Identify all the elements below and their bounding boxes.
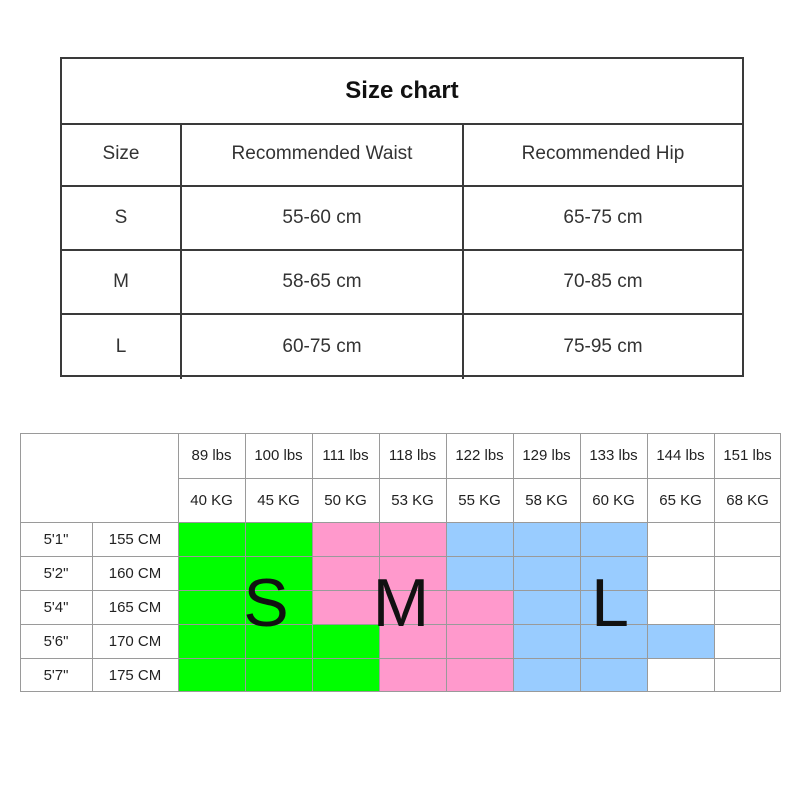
size-fill-cell-l xyxy=(513,522,580,556)
height-weight-size-grid xyxy=(20,433,781,692)
size-fill-cell-l xyxy=(446,522,513,556)
size-row-s xyxy=(62,187,742,251)
height-ft-label: 5'7" xyxy=(43,666,69,684)
height-ft-label: 5'2" xyxy=(43,564,69,582)
waist-cell: 60-75 cm xyxy=(182,315,464,379)
height-cm-label: 155 CM xyxy=(108,530,162,548)
size-fill-cell-m xyxy=(446,590,513,624)
size-fill-cell-s xyxy=(245,522,312,556)
size-row-l xyxy=(62,315,742,379)
size-fill-cell-m xyxy=(379,658,446,692)
weight-kg-label: 53 KG xyxy=(391,491,434,509)
weight-kg-label: 65 KG xyxy=(659,491,702,509)
size-fill-cell-l xyxy=(580,522,647,556)
weight-lbs-label: 100 lbs xyxy=(254,447,303,464)
size-fill-cell-m xyxy=(446,624,513,658)
size-chart-title: Size chart xyxy=(62,59,742,125)
weight-kg-label: 60 KG xyxy=(592,491,635,509)
size-fill-cell-s xyxy=(178,658,245,692)
weight-lbs-label: 133 lbs xyxy=(589,447,638,464)
header-size: Size xyxy=(62,123,182,185)
size-letter-s: S xyxy=(243,565,289,641)
size-fill-cell-l xyxy=(513,658,580,692)
height-cm-label: 170 CM xyxy=(108,632,162,650)
weight-lbs-label: 122 lbs xyxy=(455,447,504,464)
size-fill-cell-m xyxy=(312,522,379,556)
weight-kg-label: 50 KG xyxy=(324,491,367,509)
header-hip: Recommended Hip xyxy=(521,143,685,164)
hip-cell: 75-95 cm xyxy=(563,336,643,357)
hip-cell: 70-85 cm xyxy=(563,271,643,292)
height-cm-label: 160 CM xyxy=(108,564,162,582)
size-fill-cell-l xyxy=(580,658,647,692)
size-fill-cell-s xyxy=(312,658,379,692)
height-cm-label: 175 CM xyxy=(108,666,162,684)
size-fill-cell-s xyxy=(178,522,245,556)
height-ft-label: 5'4" xyxy=(43,598,69,616)
weight-kg-label: 40 KG xyxy=(190,491,233,509)
size-fill-cell-m xyxy=(446,658,513,692)
height-ft-label: 5'1" xyxy=(43,530,69,548)
size-letter-l: L xyxy=(591,565,629,641)
size-cell: S xyxy=(62,187,182,249)
size-cell: L xyxy=(62,315,182,379)
weight-lbs-label: 151 lbs xyxy=(723,447,772,464)
weight-kg-label: 68 KG xyxy=(726,491,769,509)
waist-cell: 58-65 cm xyxy=(182,251,464,313)
weight-lbs-label: 129 lbs xyxy=(522,447,571,464)
size-cell: M xyxy=(62,251,182,313)
height-cm-label: 165 CM xyxy=(108,598,162,616)
size-row-m xyxy=(62,251,742,315)
weight-lbs-label: 89 lbs xyxy=(191,447,232,464)
size-fill-cell-s xyxy=(245,658,312,692)
size-fill-cell-l xyxy=(446,556,513,590)
weight-kg-label: 45 KG xyxy=(257,491,300,509)
size-letter-m: M xyxy=(372,565,430,641)
size-fill-cell-m xyxy=(379,522,446,556)
weight-kg-label: 55 KG xyxy=(458,491,501,509)
weight-kg-label: 58 KG xyxy=(525,491,568,509)
header-waist: Recommended Waist xyxy=(182,123,464,185)
weight-lbs-label: 111 lbs xyxy=(322,447,369,464)
size-chart-table xyxy=(60,57,744,377)
waist-cell: 55-60 cm xyxy=(182,187,464,249)
weight-lbs-label: 118 lbs xyxy=(388,447,437,464)
height-ft-label: 5'6" xyxy=(43,632,69,650)
size-chart-header-row xyxy=(62,123,742,187)
hip-cell: 65-75 cm xyxy=(563,207,643,228)
weight-lbs-label: 144 lbs xyxy=(656,447,705,464)
